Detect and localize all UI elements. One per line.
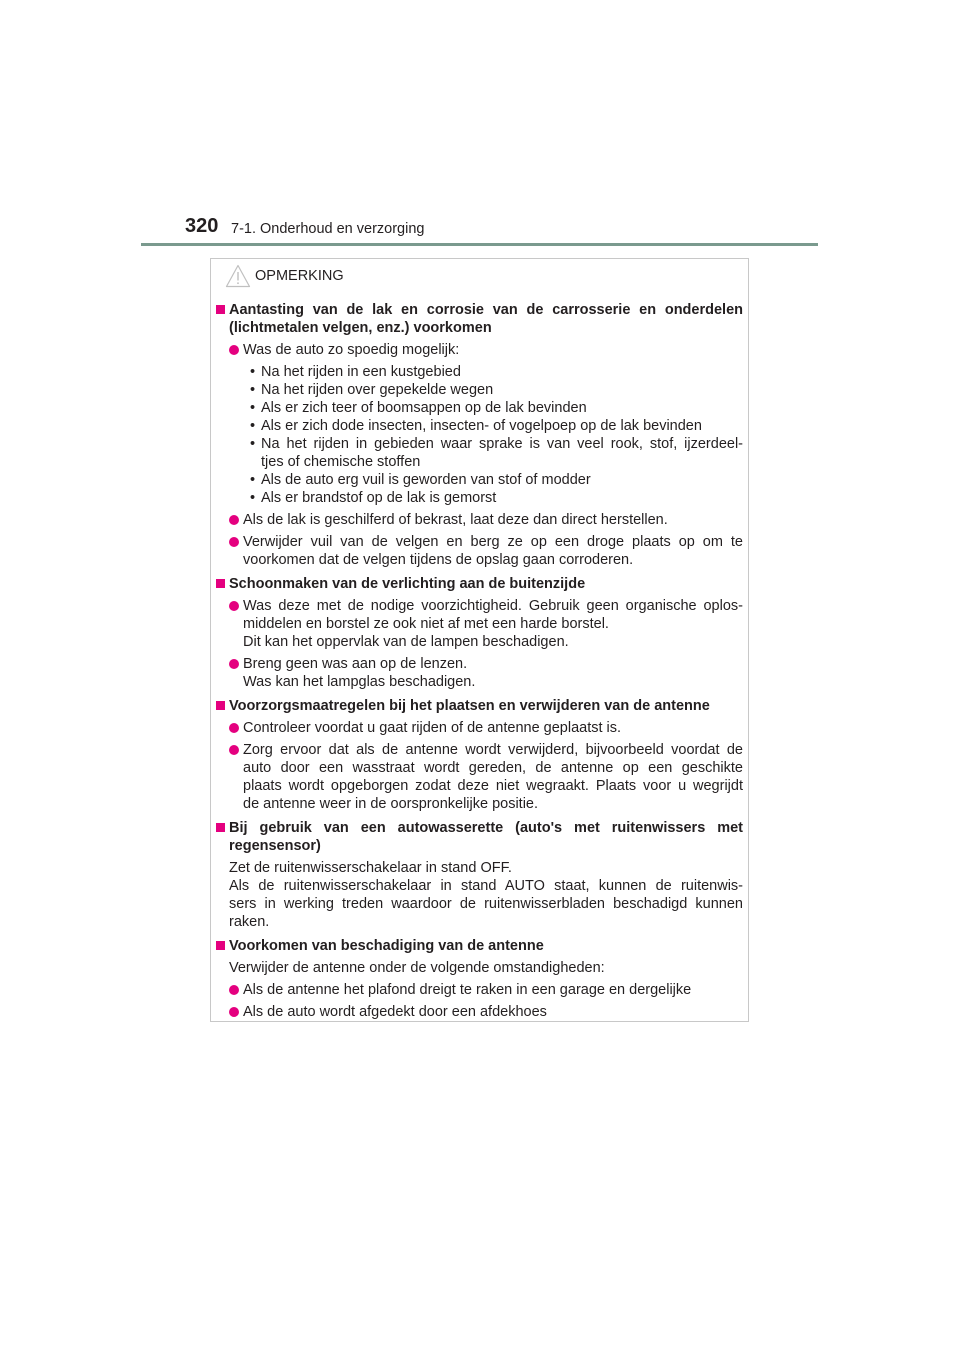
section-title: 7-1. Onderhoud en verzorging bbox=[231, 221, 425, 237]
sub-list-item: • Als er zich teer of boomsappen op de lak bevinden bbox=[250, 400, 587, 416]
square-bullet-icon bbox=[216, 579, 225, 588]
list-item bbox=[216, 597, 743, 651]
notice-header bbox=[225, 263, 344, 289]
heading-line: Voorzorgsmaatregelen bij het plaatsen en verwijderen van de antenne bbox=[229, 698, 710, 714]
list-item bbox=[216, 741, 743, 813]
warning-triangle-icon bbox=[225, 264, 251, 288]
sub-item-text: Als er zich teer of boomsappen op de lak bevinden bbox=[261, 400, 587, 416]
round-bullet-icon bbox=[229, 537, 239, 547]
header-rule bbox=[141, 243, 818, 246]
paragraph-text: raken. bbox=[229, 914, 270, 930]
round-bullet-icon bbox=[229, 1007, 239, 1017]
notice-box bbox=[210, 258, 749, 1022]
bullet-text: Als de antenne het plafond dreigt te raken in een garage en dergelijke bbox=[243, 982, 692, 998]
round-bullet-icon bbox=[229, 601, 239, 611]
square-bullet-icon bbox=[216, 823, 225, 832]
bullet-text: de antenne weer in de oorspronkelijke positie. bbox=[243, 796, 539, 812]
square-bullet-icon bbox=[216, 305, 225, 314]
heading-line: Schoonmaken van de verlichting aan de buitenzijde bbox=[229, 576, 586, 592]
sub-item-text: Als de auto erg vuil is geworden van stof of modder bbox=[261, 472, 591, 488]
sub-list-item: • Als er zich dode insecten, insecten- of vogelpoep op de lak bevinden bbox=[250, 418, 702, 434]
bullet-text: Breng geen was aan op de lenzen. bbox=[243, 656, 468, 672]
section-heading bbox=[216, 819, 743, 855]
list-item bbox=[216, 341, 743, 359]
notice-content bbox=[216, 293, 743, 1021]
paragraph-text: Verwijder de antenne onder de volgende omstandigheden: bbox=[229, 960, 605, 976]
list-item bbox=[216, 533, 743, 569]
bullet-text: Controleer voordat u gaat rijden of de antenne geplaatst is. bbox=[243, 720, 622, 736]
bullet-text: Was de auto zo spoedig mogelijk: bbox=[243, 342, 460, 358]
bullet-text: Was kan het lampglas beschadigen. bbox=[243, 674, 476, 690]
heading-line: (lichtmetalen velgen, enz.) voorkomen bbox=[229, 320, 492, 336]
sub-item-text: Na het rijden over gepekelde wegen bbox=[261, 382, 494, 398]
paragraph-text: Als de ruitenwisserschakelaar in stand AUTO staat, kunnen de ruitenwis- bbox=[229, 878, 743, 894]
round-bullet-icon bbox=[229, 985, 239, 995]
bullet-text: Als de lak is geschilferd of bekrast, laat deze dan direct herstellen. bbox=[243, 512, 668, 528]
section-heading bbox=[216, 937, 743, 955]
round-bullet-icon bbox=[229, 659, 239, 669]
bullet-text: plaats wordt opgeborgen zodat deze niet wegraakt. Plaats voor u wegrijdt bbox=[243, 778, 743, 794]
sub-list-item: • Na het rijden in een kustgebied bbox=[250, 364, 461, 380]
sub-item-text: tjes of chemische stoffen bbox=[261, 454, 421, 470]
sub-list-item: • Als er brandstof op de lak is gemorst bbox=[250, 490, 497, 506]
round-bullet-icon bbox=[229, 723, 239, 733]
page-number: 320 bbox=[185, 215, 219, 237]
bullet-text: auto door een wasstraat wordt gereden, de antenne op een geschikte bbox=[243, 760, 743, 776]
list-item bbox=[216, 511, 743, 529]
bullet-text: voorkomen dat de velgen tijdens de opslag gaan corroderen. bbox=[243, 552, 634, 568]
sub-item-text: Na het rijden in gebieden waar sprake is van veel rook, stof, ijzerdeel- bbox=[261, 436, 743, 452]
list-item bbox=[216, 981, 743, 999]
sub-list-item: • Als de auto erg vuil is geworden van stof of modder bbox=[250, 472, 591, 488]
round-bullet-icon bbox=[229, 745, 239, 755]
notice-label: OPMERKING bbox=[255, 268, 344, 284]
square-bullet-icon bbox=[216, 941, 225, 950]
sub-item-text: Als er brandstof op de lak is gemorst bbox=[261, 490, 497, 506]
round-bullet-icon bbox=[229, 515, 239, 525]
square-bullet-icon bbox=[216, 701, 225, 710]
paragraph bbox=[216, 959, 743, 977]
bullet-text: Als de auto wordt afgedekt door een afdekhoes bbox=[243, 1004, 547, 1020]
heading-line: Voorkomen van beschadiging van de antenne bbox=[229, 938, 544, 954]
bullet-text: Zorg ervoor dat als de antenne wordt verwijderd, bijvoorbeeld voordat de bbox=[243, 742, 743, 758]
bullet-text: Dit kan het oppervlak van de lampen beschadigen. bbox=[243, 634, 569, 650]
list-item bbox=[216, 655, 743, 691]
round-bullet-icon bbox=[229, 345, 239, 355]
section-heading bbox=[216, 301, 743, 337]
bullet-text: Verwijder vuil van de velgen en berg ze op een droge plaats op om te bbox=[243, 534, 743, 550]
paragraph-text: Zet de ruitenwisserschakelaar in stand OFF. bbox=[229, 860, 512, 876]
heading-line: regensensor) bbox=[229, 838, 321, 854]
heading-line: Bij gebruik van een autowasserette (auto's met ruitenwissers met bbox=[229, 820, 743, 836]
sub-item-text: Als er zich dode insecten, insecten- of vogelpoep op de lak bevinden bbox=[261, 418, 702, 434]
sub-list-item: • Na het rijden over gepekelde wegen bbox=[250, 382, 494, 398]
bullet-text: middelen en borstel ze ook niet af met een harde borstel. bbox=[243, 616, 609, 632]
bullet-text: Was deze met de nodige voorzichtigheid. Gebruik geen organische oplos- bbox=[243, 598, 743, 614]
section-heading bbox=[216, 575, 743, 593]
sub-list bbox=[216, 363, 743, 507]
section-heading bbox=[216, 697, 743, 715]
paragraph bbox=[216, 859, 743, 931]
list-item bbox=[216, 1003, 743, 1021]
sub-item-text: Na het rijden in een kustgebied bbox=[261, 364, 461, 380]
sub-list-item: • Na het rijden in gebieden waar sprake is van veel rook, stof, ijzerdeel- tjes of chemische stoffen bbox=[250, 436, 743, 470]
list-item bbox=[216, 719, 743, 737]
paragraph-text: sers in werking treden waardoor de ruitenwisserbladen beschadigd kunnen bbox=[229, 896, 743, 912]
heading-line: Aantasting van de lak en corrosie van de carrosserie en onderdelen bbox=[229, 302, 743, 318]
